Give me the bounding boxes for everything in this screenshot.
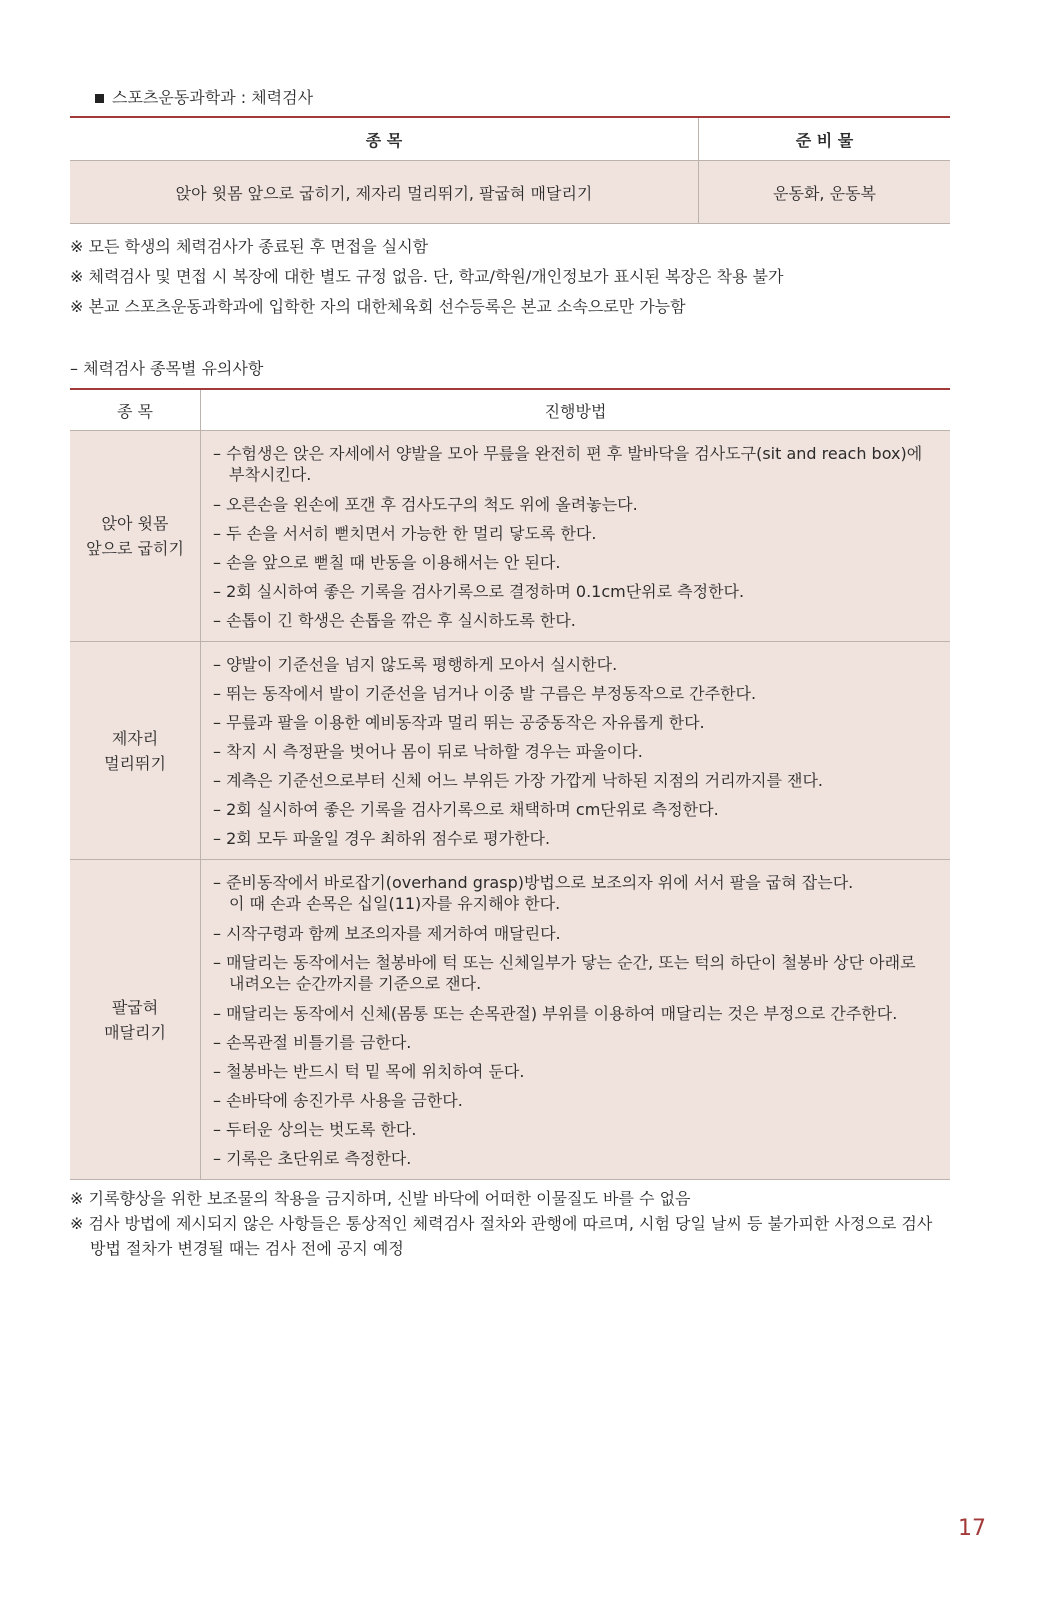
list-item: – 2회 실시하여 좋은 기록을 검사기록으로 채택하며 cm단위로 측정한다.: [213, 800, 719, 819]
list-item: – 매달리는 동작에서는 철봉바에 턱 또는 신체일부가 닿는 순간, 또는 턱의 하단이 철봉바 상단 아래로 내려오는 순간까지를 기준으로 잰다.: [213, 948, 940, 995]
list-item: – 오른손을 왼손에 포갠 후 검사도구의 척도 위에 올려놓는다.: [213, 495, 638, 514]
event-name-line: 멀리뛰기: [104, 753, 166, 773]
list-item: – 두 손을 서서히 뻗치면서 가능한 한 멀리 닿도록 한다.: [213, 524, 597, 543]
list-item: – 손목관절 비틀기를 금한다.: [213, 1033, 412, 1052]
list-item: – 매달리는 동작에서 신체(몸통 또는 손목관절) 부위를 이용하여 매달리는 것은 부정으로 간주한다.: [213, 1004, 898, 1023]
list-item: – 손바닥에 송진가루 사용을 금한다.: [213, 1091, 463, 1110]
footnote: ※ 기록향상을 위한 보조물의 착용을 금지하며, 신발 바닥에 어떠한 이물질도 바를 수 없음: [70, 1189, 691, 1208]
method-cell: [201, 860, 951, 1180]
list-item: – 기록은 초단위로 측정한다.: [213, 1149, 412, 1168]
square-bullet-icon: [95, 94, 104, 103]
sub-title: – 체력검사 종목별 유의사항: [70, 359, 264, 378]
table-row: [70, 431, 950, 642]
header-method: 진행방법: [201, 389, 951, 431]
list-item: – 2회 실시하여 좋은 기록을 검사기록으로 결정하며 0.1cm단위로 측정한다.: [213, 582, 745, 601]
page-number: 17: [958, 1516, 986, 1541]
equipment-table: [70, 116, 950, 224]
table-row: [70, 860, 950, 1180]
method-cell: [201, 431, 951, 642]
event-name-line: 앞으로 굽히기: [86, 539, 184, 558]
methods-table-header: [70, 389, 950, 431]
list-item: – 두터운 상의는 벗도록 한다.: [213, 1120, 417, 1139]
list-item: – 수험생은 앉은 자세에서 양발을 모아 무릎을 완전히 편 후 발바닥을 검사도구(sit and reach box)에 부착시킨다.: [213, 439, 940, 486]
list-item: – 시작구령과 함께 보조의자를 제거하여 매달린다.: [213, 924, 561, 943]
header-event: 종 목: [70, 389, 201, 431]
equipment-cell: 운동화, 운동복: [699, 161, 951, 224]
list-item-continuation: 내려오는 순간까지를 기준으로 잰다.: [229, 974, 482, 993]
list-item: – 계측은 기준선으로부터 신체 어느 부위든 가장 가깝게 낙하된 지점의 거리까지를 잰다.: [213, 771, 823, 790]
page-content: [70, 80, 950, 1261]
event-name-cell: [70, 642, 201, 860]
footnotes: [70, 1186, 950, 1261]
method-cell: [201, 642, 951, 860]
event-name-line: 앉아 윗몸: [101, 514, 169, 533]
header-equipment: 준 비 물: [699, 117, 951, 161]
table-row: [70, 642, 950, 860]
note: ※ 체력검사 및 면접 시 복장에 대한 별도 규정 없음. 단, 학교/학원/개인정보가 표시된 복장은 착용 불가: [70, 267, 784, 286]
section-title: [70, 80, 950, 116]
note: ※ 본교 스포츠운동과학과에 입학한 자의 대한체육회 선수등록은 본교 소속으로만 가능함: [70, 297, 686, 316]
table-row: [70, 161, 950, 224]
list-item: – 뛰는 동작에서 발이 기준선을 넘거나 이중 발 구름은 부정동작으로 간주한다.: [213, 684, 757, 703]
event-name-line: 제자리: [111, 728, 159, 748]
list-item: – 손을 앞으로 뻗칠 때 반동을 이용해서는 안 된다.: [213, 553, 561, 572]
list-item: – 무릎과 팔을 이용한 예비동작과 멀리 뛰는 공중동작은 자유롭게 한다.: [213, 713, 705, 732]
equipment-table-header: [70, 117, 950, 161]
event-name-line: 팔굽혀: [111, 997, 159, 1017]
footnote: ※ 검사 방법에 제시되지 않은 사항들은 통상적인 체력검사 절차와 관행에 따르며, 시험 당일 날씨 등 불가피한 사정으로 검사 방법 절차가 변경될 때는 검사 전에 공지 예정: [70, 1214, 933, 1258]
list-item: – 손톱이 긴 학생은 손톱을 깎은 후 실시하도록 한다.: [213, 611, 576, 630]
list-item-continuation: 이 때 손과 손목은 십일(11)자를 유지해야 한다.: [229, 894, 561, 913]
list-item: – 2회 모두 파울일 경우 최하위 점수로 평가한다.: [213, 829, 551, 848]
event-name-line: 매달리기: [104, 1022, 166, 1042]
event-name-cell: [70, 431, 201, 642]
events-cell: 앉아 윗몸 앞으로 굽히기, 제자리 멀리뛰기, 팔굽혀 매달리기: [70, 161, 699, 224]
event-name-cell: [70, 860, 201, 1180]
list-item-continuation: 부착시킨다.: [229, 465, 312, 484]
test-methods-table: [70, 388, 950, 1180]
header-event: 종 목: [70, 117, 699, 161]
notes: [70, 232, 950, 322]
note: ※ 모든 학생의 체력검사가 종료된 후 면접을 실시함: [70, 237, 429, 256]
section-title-text: 스포츠운동과학과 : 체력검사: [112, 88, 314, 107]
list-item: – 준비동작에서 바로잡기(overhand grasp)방법으로 보조의자 위에 서서 팔을 굽혀 잡는다. 이 때 손과 손목은 십일(11)자를 유지해야 한다.: [213, 868, 940, 915]
list-item: – 양발이 기준선을 넘지 않도록 평행하게 모아서 실시한다.: [213, 655, 618, 674]
list-item: – 착지 시 측정판을 벗어나 몸이 뒤로 낙하할 경우는 파울이다.: [213, 742, 643, 761]
list-item: – 철봉바는 반드시 턱 밑 목에 위치하여 둔다.: [213, 1062, 525, 1081]
